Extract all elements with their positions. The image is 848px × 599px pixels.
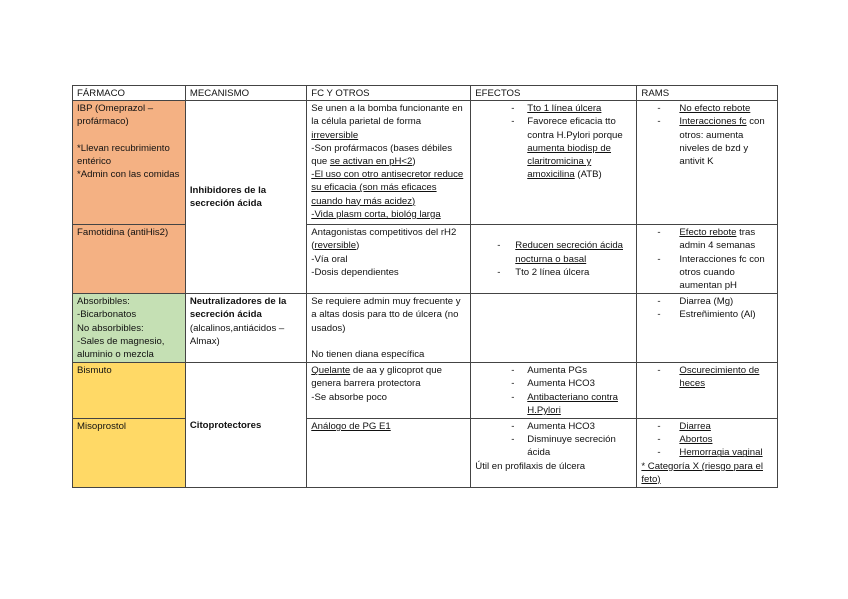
list-item: - Diarrea (Mg) [641, 295, 773, 308]
farmaco-bismuto: Bismuto [73, 363, 186, 419]
rams-misoprostol: - Diarrea - Abortos - Hemorragia vaginal * Categoría X (riesgo para el feto) [637, 419, 778, 488]
header-farmaco: FÁRMACO [73, 86, 186, 101]
list-item: - Aumenta HCO3 [475, 377, 632, 390]
list-item: - Efecto rebote tras admin 4 semanas [641, 226, 773, 252]
table-row-bismuto [73, 363, 778, 419]
fc-ibp: Se unen a la bomba funcionante en la célula parietal de forma irreversible -Son profármacos (bases débiles que se activan en pH<2) -El uso con otro antisecretor reduce su eficacia (son más eficaces cuando hay más acidez) -Vida plasm corta, biológ larga [307, 101, 471, 225]
list-item: - Oscurecimiento de heces [641, 364, 773, 390]
list-item: - Tto 2 línea úlcera [475, 266, 632, 279]
farmaco-ibp: IBP (Omeprazol – profármaco) *Llevan recubrimiento entérico *Admin con las comidas [73, 101, 186, 225]
farmaco-misoprostol: Misoprostol [73, 419, 186, 488]
fc-famotidina: Antagonistas competitivos del rH2 (reversible) -Vía oral -Dosis dependientes [307, 225, 471, 294]
pharmacology-table [72, 85, 778, 488]
rams-bismuto [637, 363, 778, 419]
efectos-bismuto [471, 363, 637, 419]
header-efectos: EFECTOS [471, 86, 637, 101]
list-item: - Diarrea [641, 420, 773, 433]
mecanismo-citoprotectores: Citoprotectores [185, 363, 306, 488]
mecanismo-inhibidores: Inhibidores de la secreción ácida [185, 101, 306, 294]
rams-ibp [637, 101, 778, 225]
efectos-ibp [471, 101, 637, 225]
fc-bismuto: Quelante de aa y glicoprot que genera barrera protectora -Se absorbe poco [307, 363, 471, 419]
farmaco-famotidina: Famotidina (antiHis2) [73, 225, 186, 294]
fc-misoprostol: Análogo de PG E1 [307, 419, 471, 488]
table-row-misoprostol [73, 419, 778, 488]
mecanismo-neutralizadores: Neutralizadores de la secreción ácida (alcalinos,antiácidos – Almax) [185, 294, 306, 363]
header-row [73, 86, 778, 101]
list-item: - No efecto rebote [641, 102, 773, 115]
list-item: - Aumenta PGs [475, 364, 632, 377]
list-item: - Estreñimiento (Al) [641, 308, 773, 321]
efectos-famotidina [471, 225, 637, 294]
list-item: - Tto 1 línea úlcera [475, 102, 632, 115]
table-row-ibp [73, 101, 778, 225]
efectos-neutralizadores [471, 294, 637, 363]
list-item: - Aumenta HCO3 [475, 420, 632, 433]
list-item: - Antibacteriano contra H.Pylori [475, 391, 632, 417]
fc-neutralizadores: Se requiere admin muy frecuente y a altas dosis para tto de úlcera (no usados) No tienen diana específica [307, 294, 471, 363]
farmaco-neutralizadores: Absorbibles: -Bicarbonatos No absorbibles: -Sales de magnesio, aluminio o mezcla [73, 294, 186, 363]
header-fc: FC Y OTROS [307, 86, 471, 101]
header-rams: RAMS [637, 86, 778, 101]
list-item: - Interacciones fc con otros cuando aumentan pH [641, 253, 773, 293]
table-row-famotidina [73, 225, 778, 294]
rams-famotidina [637, 225, 778, 294]
rams-neutralizadores [637, 294, 778, 363]
list-item: - Disminuye secreción ácida [475, 433, 632, 459]
efectos-misoprostol: - Aumenta HCO3 - Disminuye secreción ácida Útil en profilaxis de úlcera [471, 419, 637, 488]
list-item: - Favorece eficacia tto contra H.Pylori porque aumenta biodisp de claritromicina y amoxicilina (ATB) [475, 115, 632, 181]
list-item: - Abortos [641, 433, 773, 446]
list-item: - Reducen secreción ácida nocturna o basal [475, 239, 632, 265]
list-item: - Interacciones fc con otros: aumenta niveles de bzd y antivit K [641, 115, 773, 168]
table-row-neutralizadores [73, 294, 778, 363]
list-item: - Hemorragia vaginal [641, 446, 773, 459]
header-mecanismo: MECANISMO [185, 86, 306, 101]
